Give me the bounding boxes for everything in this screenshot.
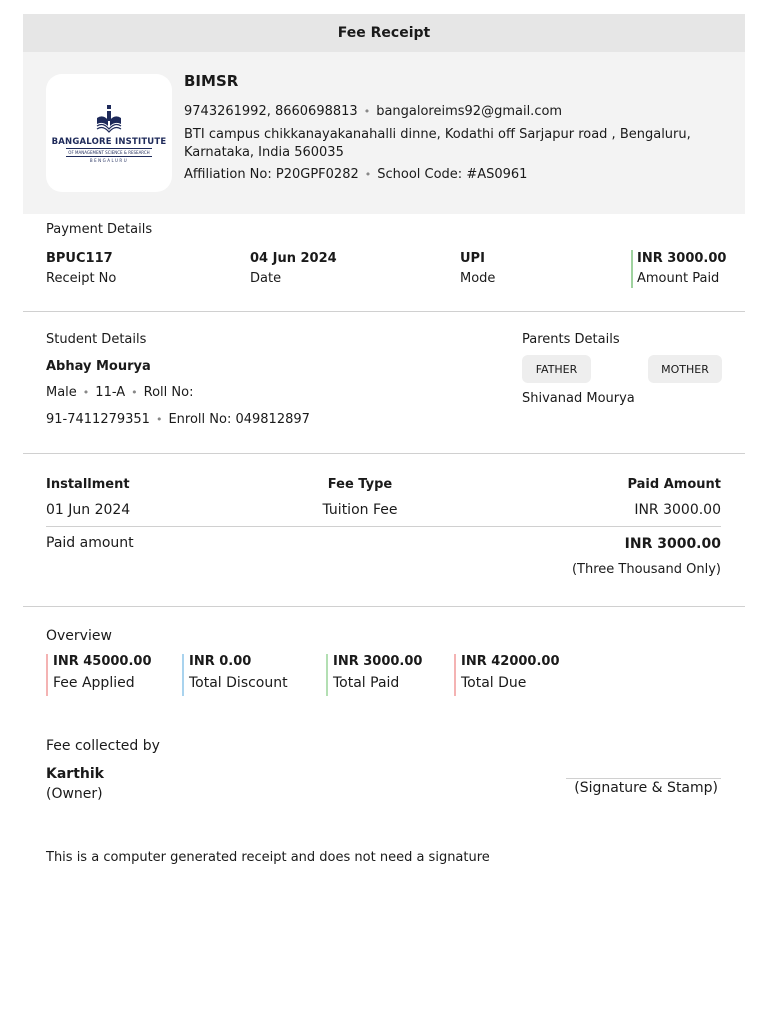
row-installment: 01 Jun 2024 (46, 502, 131, 518)
row-paid-amount: INR 3000.00 (634, 502, 721, 518)
paid-amount-total: INR 3000.00 (624, 536, 721, 552)
total-paid-value: INR 3000.00 (333, 654, 423, 669)
school-name: BIMSR (184, 72, 239, 90)
overview-heading: Overview (46, 628, 112, 644)
divider (23, 453, 745, 454)
student-gender: Male (46, 385, 77, 400)
col-installment-header: Installment (46, 477, 130, 492)
student-contact-row (46, 412, 310, 427)
book-icon (96, 104, 122, 134)
amount-in-words: (Three Thousand Only) (571, 562, 721, 577)
student-roll: Roll No: (143, 385, 194, 400)
signature-label: (Signature & Stamp) (574, 780, 718, 796)
collector-heading: Fee collected by (46, 738, 160, 754)
payment-details-heading: Payment Details (46, 222, 153, 237)
separator-dot: • (363, 105, 371, 118)
payment-mode-label: Mode (460, 271, 496, 286)
divider (23, 311, 745, 312)
school-phones: 9743261992, 8660698813 (184, 104, 358, 119)
tab-mother[interactable]: MOTHER (648, 355, 722, 383)
total-due-value: INR 42000.00 (461, 654, 560, 669)
footer-note: This is a computer generated receipt and does not need a signature (46, 850, 490, 865)
separator-dot: • (155, 413, 163, 426)
amount-paid-label: Amount Paid (637, 271, 720, 286)
payment-mode: UPI (460, 251, 485, 266)
school-contact (184, 104, 562, 119)
logo-name: BANGALORE INSTITUTE (51, 136, 167, 147)
overview-bar-total-discount (182, 654, 184, 696)
student-name: Abhay Mourya (46, 359, 151, 374)
total-discount-label: Total Discount (189, 675, 288, 691)
total-discount-value: INR 0.00 (189, 654, 252, 669)
divider (23, 606, 745, 607)
school-address-line1: BTI campus chikkanayakanahalli dinne, Kodathi off Sarjapur road , Bengaluru, (184, 127, 691, 142)
receipt-title (23, 14, 745, 52)
receipt-number: BPUC117 (46, 251, 113, 266)
payment-date-label: Date (250, 271, 282, 286)
separator-dot: • (364, 168, 372, 181)
overview-bar-total-paid (326, 654, 328, 696)
student-details-heading: Student Details (46, 332, 147, 347)
total-due-label: Total Due (461, 675, 527, 691)
table-row-divider (46, 526, 721, 527)
overview-bar-total-due (454, 654, 456, 696)
fee-applied-label: Fee Applied (53, 675, 135, 691)
logo-subtitle: OF MANAGEMENT SCIENCE & RESEARCH (68, 149, 150, 155)
signature-line (566, 778, 721, 779)
fee-applied-value: INR 45000.00 (53, 654, 152, 669)
amount-paid: INR 3000.00 (637, 251, 727, 266)
receipt-number-label: Receipt No (46, 271, 117, 286)
collector-name: Karthik (46, 766, 104, 782)
paid-amount-label: Paid amount (46, 535, 134, 551)
affiliation-number: Affiliation No: P20GPF0282 (184, 167, 359, 182)
student-phone: 91-7411279351 (46, 412, 150, 427)
parent-name: Shivanad Mourya (522, 391, 635, 406)
logo-city: BENGALURU (89, 157, 129, 163)
parents-details-heading: Parents Details (522, 332, 620, 347)
receipt-title-text: Fee Receipt (337, 25, 431, 41)
school-logo (46, 74, 172, 192)
school-code: School Code: #AS0961 (377, 167, 528, 182)
separator-dot: • (82, 386, 90, 399)
student-class: 11-A (95, 385, 126, 400)
row-fee-type: Tuition Fee (322, 502, 398, 518)
school-affiliation-row (184, 167, 527, 182)
collector-role: (Owner) (46, 786, 103, 802)
tab-father[interactable]: FATHER (522, 355, 591, 383)
student-enroll: Enroll No: 049812897 (168, 412, 310, 427)
school-email: bangaloreims92@gmail.com (376, 104, 563, 119)
total-paid-label: Total Paid (333, 675, 400, 691)
amount-accent-bar (631, 250, 633, 288)
col-paid-amount-header: Paid Amount (627, 477, 721, 492)
school-address-line2: Karnataka, India 560035 (184, 145, 344, 160)
student-info-row (46, 385, 193, 400)
col-fee-type-header: Fee Type (327, 477, 393, 492)
overview-bar-fee-applied (46, 654, 48, 696)
payment-date: 04 Jun 2024 (250, 251, 337, 266)
separator-dot: • (131, 386, 138, 399)
